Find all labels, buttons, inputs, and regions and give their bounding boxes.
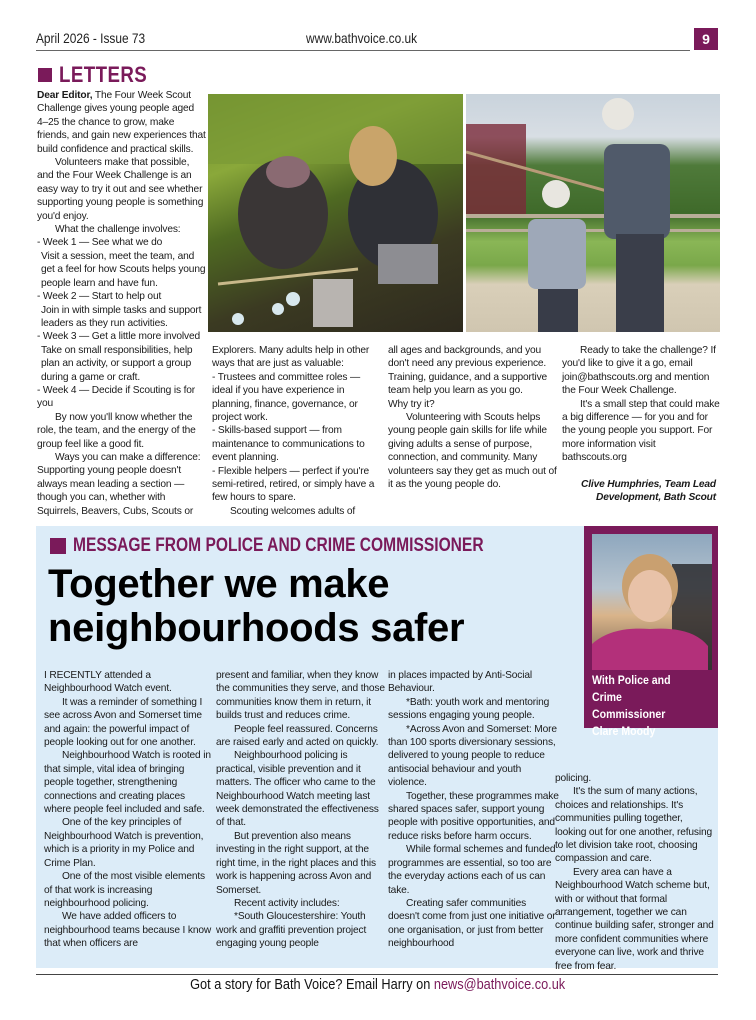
paragraph xyxy=(216,830,386,897)
paragraph xyxy=(44,816,214,870)
paragraph xyxy=(37,451,207,518)
paragraph-text: - Week 3 — Get a little more involved xyxy=(37,331,200,343)
paragraph-text: While formal schemes and funded programmes are essential, so too are the everyday actions each of us can take. xyxy=(388,844,556,896)
commissioner-photo-card xyxy=(584,526,718,738)
paragraph xyxy=(562,398,722,465)
paragraph xyxy=(37,344,207,384)
pcc-column-2 xyxy=(216,669,386,951)
issue-label: April 2026 - Issue 73 xyxy=(36,30,146,46)
letters-column-4 xyxy=(562,344,722,465)
paragraph-text: Together, these programmes make shared spaces safer, support young people with positive opportunities, and reduce risks before harm occurs. xyxy=(388,790,559,842)
footer-rule xyxy=(36,974,718,975)
paragraph-text: The Four Week Scout Challenge gives young people aged 4–25 the chance to grow, make friends, and gain new experiences that build confidence and practical skills. xyxy=(37,90,206,155)
caption-line-3: Clare Moody xyxy=(592,724,656,738)
paragraph-text: It's the sum of many actions, choices and relationships. It's communities pulling together, looking out for one another, refusing to let division take root, choosing compassion and care. xyxy=(555,786,712,865)
paragraph-text: all ages and backgrounds, and you don't need any previous experience. Training, guidance, and a supportive team help you learn as you go. xyxy=(388,345,548,397)
paragraph xyxy=(37,89,207,156)
letters-column-1 xyxy=(37,89,207,518)
paragraph-text: - Week 1 — See what we do xyxy=(37,237,163,249)
signature-line-2: Development, Bath Scout xyxy=(596,492,716,504)
paragraph xyxy=(44,669,214,696)
paragraph-text: Visit a session, meet the team, and get a feel for how Scouts helps young people learn and have fun. xyxy=(41,250,206,289)
salutation: Dear Editor, xyxy=(37,90,93,101)
pcc-column-3 xyxy=(388,669,560,951)
page-number-badge: 9 xyxy=(694,28,718,50)
paragraph xyxy=(212,344,382,371)
paragraph xyxy=(388,411,558,491)
signature-line-1: Clive Humphries, Team Lead xyxy=(581,479,716,490)
paragraph-text: Why try it? xyxy=(388,398,435,410)
headline-line-2: neighbourhoods safer xyxy=(48,606,465,650)
pcc-kicker-text: MESSAGE FROM POLICE AND CRIME COMMISSIONER xyxy=(73,535,484,556)
paragraph-text: *South Gloucestershire: Youth work and graffiti prevention project engaging young people xyxy=(216,911,367,950)
paragraph xyxy=(388,696,560,723)
paragraph-text: It was a reminder of something I see across Avon and Somerset time and again: the powerful impact of people looking out for one another. xyxy=(44,696,203,749)
paragraph-text: - Skills-based support — from maintenance to communications to event planning. xyxy=(212,425,365,464)
paragraph xyxy=(216,897,386,910)
paragraph-text: Ready to take the challenge? If you'd like to give it a go, email join@bathscouts.org and mention the Four Week Challenge. xyxy=(562,345,716,397)
commissioner-portrait xyxy=(592,534,712,670)
paragraph-text: But prevention also means investing in the right support, at the right time, in the right places and this work is happening across Avon and Somerset. xyxy=(216,830,376,896)
pcc-column-1 xyxy=(44,669,214,951)
paragraph-text: Neighbourhood policing is practical, visible prevention and it matters. The officer who came to the Neighbourhood Watch meeting last week demonstrated the effectiveness of that. xyxy=(216,750,379,829)
paragraph-text: *Bath: youth work and mentoring sessions engaging young people. xyxy=(388,696,550,722)
paragraph-text: - Trustees and committee roles — ideal if you have experience in planning, finance, governance, or project work. xyxy=(212,371,361,424)
paragraph-text: Volunteers make that possible, and the Four Week Challenge is an easy way to try it out and see whether supporting young people is something you'd enjoy. xyxy=(37,157,204,222)
paragraph xyxy=(37,290,207,303)
paragraph-text: Take on small responsibilities, help plan an activity, or support a group during a game or craft. xyxy=(41,344,193,383)
paragraph xyxy=(212,371,382,425)
paragraph-text: Recent activity includes: xyxy=(234,897,340,909)
paragraph-text: By now you'll know whether the role, the team, and the energy of the group feel like a good fit. xyxy=(37,411,196,450)
paragraph-text: - Week 2 — Start to help out xyxy=(37,291,162,303)
pcc-column-4 xyxy=(555,772,715,973)
caption-line-1: With Police and Crime xyxy=(592,673,671,704)
portrait-illustration xyxy=(592,534,712,670)
paragraph-text: One of the most visible elements of that work is increasing neighbourhood policing. xyxy=(44,871,205,909)
paragraph-text: in places impacted by Anti-Social Behaviour. xyxy=(388,670,532,695)
paragraph-text: Volunteering with Scouts helps young people gain skills for life while giving adults a sense of purpose, connection, and community. Many volunteers say they get as much out of it as the young people do. xyxy=(388,412,557,491)
paragraph-text: - Flexible helpers — perfect if you're semi-retired, retired, or simply have a few hours to spare. xyxy=(212,465,375,504)
paragraph-text: Join in with simple tasks and support leaders as they run activities. xyxy=(41,304,202,329)
paragraph xyxy=(388,790,560,844)
scouts-woodland-photo xyxy=(208,94,463,332)
paragraph xyxy=(216,749,386,829)
paragraph-text: Creating safer communities doesn't come from just one initiative or one organisation, or just from better neighbourhood xyxy=(388,897,556,950)
page-footer xyxy=(0,976,756,993)
paragraph xyxy=(37,156,207,223)
header-rule xyxy=(36,50,690,51)
paragraph xyxy=(212,505,382,518)
letters-column-2 xyxy=(212,344,382,518)
letter-signature xyxy=(562,478,722,505)
paragraph xyxy=(37,304,207,331)
square-bullet-icon xyxy=(50,538,66,554)
paragraph xyxy=(555,772,715,785)
paragraph xyxy=(388,398,558,411)
paragraph xyxy=(388,344,558,398)
footer-email-link[interactable]: news@bathvoice.co.uk xyxy=(434,976,566,993)
paragraph xyxy=(555,866,715,973)
paragraph-text: Ways you can make a difference: Supporting young people doesn't always mean leading a section — though you can, whether with Squirrels, Beavers, Cubs, Scouts or xyxy=(37,451,201,517)
paragraph xyxy=(388,843,560,897)
paragraph xyxy=(555,785,715,865)
paragraph xyxy=(212,424,382,464)
website-link[interactable]: www.bathvoice.co.uk xyxy=(306,30,418,46)
footer-prompt: Got a story for Bath Voice? Email Harry on xyxy=(190,976,435,993)
paragraph-text: Neighbourhood Watch is rooted in that simple, vital idea of bringing people together, strengthening connections and creating places where people feel included and safe. xyxy=(44,750,211,816)
paragraph-text: *Across Avon and Somerset: More than 100 sports diversionary sessions, delivered to young people to reduce antisocial behaviour and youth violence. xyxy=(388,723,557,789)
paragraph-text: I RECENTLY attended a Neighbourhood Watch event. xyxy=(44,670,172,695)
letters-section-title xyxy=(38,62,163,88)
paragraph-text: One of the key principles of Neighbourhood Watch is prevention, which is a priority in my Police and Crime Plan. xyxy=(44,817,204,869)
paragraph-text: People feel reassured. Concerns are raised early and acted on quickly. xyxy=(216,723,379,749)
paragraph-text: What the challenge involves: xyxy=(55,224,181,236)
paragraph xyxy=(212,465,382,505)
page-header xyxy=(36,28,718,52)
paragraph-text: policing. xyxy=(555,773,592,784)
letters-heading: LETTERS xyxy=(59,62,148,87)
rope-photo-illustration xyxy=(466,94,720,332)
paragraph xyxy=(37,223,207,236)
paragraph xyxy=(37,250,207,290)
woodland-photo-illustration xyxy=(208,94,463,332)
paragraph xyxy=(388,723,560,790)
paragraph-text: Explorers. Many adults help in other ways that are just as valuable: xyxy=(212,345,370,370)
paragraph-text: It's a small step that could make a big difference — for you and for the young people you support. For more information visit bathscouts.org xyxy=(562,398,720,464)
paragraph xyxy=(388,669,560,696)
paragraph xyxy=(37,384,207,411)
paragraph xyxy=(216,669,386,723)
letters-column-3 xyxy=(388,344,558,491)
paragraph xyxy=(44,696,214,750)
commissioner-caption xyxy=(592,672,701,740)
paragraph-text: We have added officers to neighbourhood teams because I know that when officers are xyxy=(44,911,212,950)
paragraph-text: Every area can have a Neighbourhood Watch scheme but, with or without that formal arrangement, together we can continue building safer, stronger and more confident communities where everyone can live, work and thrive free from fear. xyxy=(555,866,714,972)
paragraph-text: Scouting welcomes adults of xyxy=(230,505,356,517)
pcc-kicker xyxy=(50,535,574,557)
scouts-rope-activity-photo xyxy=(466,94,720,332)
paragraph xyxy=(37,330,207,343)
square-bullet-icon xyxy=(38,68,52,82)
paragraph xyxy=(562,344,722,398)
paragraph-text: present and familiar, when they know the communities they serve, and those communities know them in return, it builds trust and reduces crime. xyxy=(216,670,385,722)
paragraph xyxy=(388,897,560,951)
paragraph xyxy=(37,236,207,249)
paragraph-text: - Week 4 — Decide if Scouting is for you xyxy=(37,384,196,410)
paragraph xyxy=(37,411,207,451)
paragraph xyxy=(44,749,214,816)
caption-line-2: Commissioner xyxy=(592,707,666,721)
paragraph xyxy=(216,723,386,750)
paragraph xyxy=(216,910,386,950)
paragraph xyxy=(44,870,214,910)
pcc-headline xyxy=(48,562,588,650)
headline-line-1: Together we make xyxy=(48,562,390,606)
paragraph xyxy=(44,910,214,950)
